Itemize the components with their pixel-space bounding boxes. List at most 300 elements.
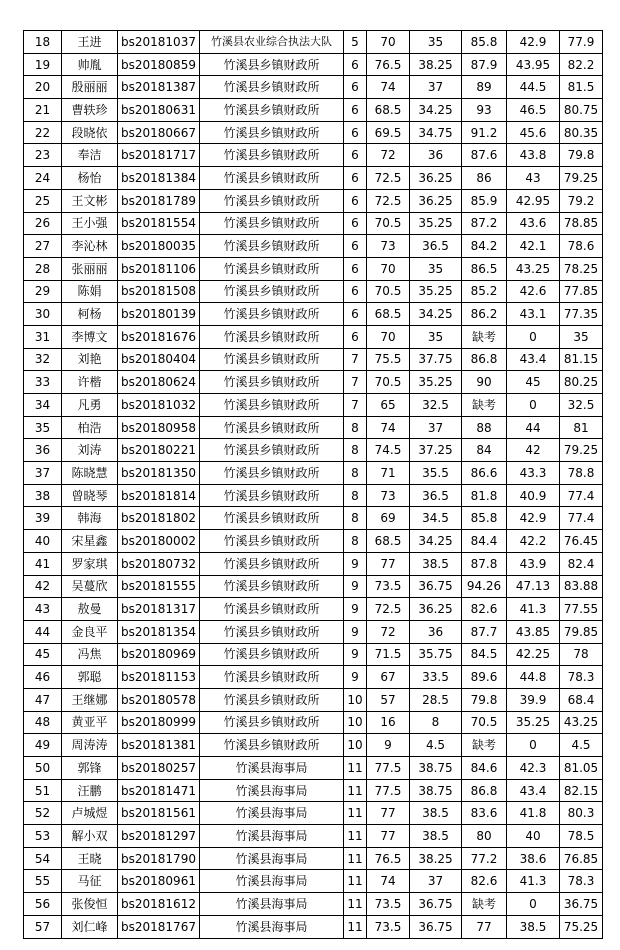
written-weighted-cell: 38.75 xyxy=(410,779,462,802)
interview-score-cell: 86.8 xyxy=(462,779,507,802)
candidate-name-cell: 奉洁 xyxy=(62,144,118,167)
exam-id-cell: bs20181555 xyxy=(118,575,200,598)
position-code-cell: 8 xyxy=(344,462,367,485)
candidate-name-cell: 敖曼 xyxy=(62,598,118,621)
unit-name-cell: 竹溪县乡镇财政所 xyxy=(200,348,344,371)
row-number-cell: 38 xyxy=(24,484,62,507)
written-score-cell: 9 xyxy=(367,734,410,757)
position-code-cell: 8 xyxy=(344,507,367,530)
total-score-cell: 79.25 xyxy=(560,167,603,190)
candidate-name-cell: 黄亚平 xyxy=(62,711,118,734)
score-table xyxy=(23,30,603,939)
candidate-name-cell: 郭聪 xyxy=(62,666,118,689)
exam-id-cell: bs20181153 xyxy=(118,666,200,689)
position-code-cell: 6 xyxy=(344,99,367,122)
unit-name-cell: 竹溪县海事局 xyxy=(200,779,344,802)
interview-weighted-cell: 40.9 xyxy=(507,484,560,507)
interview-score-cell: 85.8 xyxy=(462,31,507,54)
written-weighted-cell: 34.25 xyxy=(410,99,462,122)
written-weighted-cell: 36.75 xyxy=(410,893,462,916)
exam-id-cell: bs20181037 xyxy=(118,31,200,54)
table-row xyxy=(24,734,603,757)
unit-name-cell: 竹溪县乡镇财政所 xyxy=(200,144,344,167)
position-code-cell: 10 xyxy=(344,711,367,734)
exam-id-cell: bs20180961 xyxy=(118,870,200,893)
written-score-cell: 77.5 xyxy=(367,757,410,780)
exam-id-cell: bs20180859 xyxy=(118,53,200,76)
written-score-cell: 70 xyxy=(367,257,410,280)
written-score-cell: 72 xyxy=(367,144,410,167)
row-number-cell: 18 xyxy=(24,31,62,54)
exam-id-cell: bs20180221 xyxy=(118,439,200,462)
interview-weighted-cell: 42.2 xyxy=(507,530,560,553)
position-code-cell: 7 xyxy=(344,394,367,417)
candidate-name-cell: 卢城煜 xyxy=(62,802,118,825)
interview-score-cell: 86.5 xyxy=(462,257,507,280)
written-score-cell: 57 xyxy=(367,688,410,711)
row-number-cell: 36 xyxy=(24,439,62,462)
candidate-name-cell: 郭锋 xyxy=(62,757,118,780)
candidate-name-cell: 解小双 xyxy=(62,825,118,848)
row-number-cell: 42 xyxy=(24,575,62,598)
interview-score-cell: 85.2 xyxy=(462,280,507,303)
total-score-cell: 78.6 xyxy=(560,235,603,258)
unit-name-cell: 竹溪县乡镇财政所 xyxy=(200,371,344,394)
table-row xyxy=(24,688,603,711)
total-score-cell: 43.25 xyxy=(560,711,603,734)
interview-weighted-cell: 42.1 xyxy=(507,235,560,258)
position-code-cell: 11 xyxy=(344,870,367,893)
unit-name-cell: 竹溪县乡镇财政所 xyxy=(200,484,344,507)
total-score-cell: 81 xyxy=(560,416,603,439)
written-score-cell: 68.5 xyxy=(367,99,410,122)
interview-weighted-cell: 43.95 xyxy=(507,53,560,76)
exam-id-cell: bs20181767 xyxy=(118,915,200,938)
interview-score-cell: 86 xyxy=(462,167,507,190)
table-row xyxy=(24,484,603,507)
unit-name-cell: 竹溪县乡镇财政所 xyxy=(200,507,344,530)
unit-name-cell: 竹溪县乡镇财政所 xyxy=(200,416,344,439)
written-score-cell: 73.5 xyxy=(367,915,410,938)
position-code-cell: 9 xyxy=(344,598,367,621)
unit-name-cell: 竹溪县海事局 xyxy=(200,802,344,825)
exam-id-cell: bs20180257 xyxy=(118,757,200,780)
total-score-cell: 4.5 xyxy=(560,734,603,757)
written-score-cell: 71 xyxy=(367,462,410,485)
candidate-name-cell: 张丽丽 xyxy=(62,257,118,280)
position-code-cell: 6 xyxy=(344,212,367,235)
interview-score-cell: 86.8 xyxy=(462,348,507,371)
written-score-cell: 67 xyxy=(367,666,410,689)
unit-name-cell: 竹溪县乡镇财政所 xyxy=(200,620,344,643)
written-score-cell: 74 xyxy=(367,416,410,439)
candidate-name-cell: 帅胤 xyxy=(62,53,118,76)
interview-weighted-cell: 43.3 xyxy=(507,462,560,485)
interview-score-cell: 77 xyxy=(462,915,507,938)
position-code-cell: 11 xyxy=(344,757,367,780)
written-weighted-cell: 35 xyxy=(410,31,462,54)
interview-weighted-cell: 43.85 xyxy=(507,620,560,643)
unit-name-cell: 竹溪县乡镇财政所 xyxy=(200,552,344,575)
written-score-cell: 77 xyxy=(367,552,410,575)
row-number-cell: 22 xyxy=(24,121,62,144)
unit-name-cell: 竹溪县乡镇财政所 xyxy=(200,643,344,666)
candidate-name-cell: 曾晓琴 xyxy=(62,484,118,507)
table-row xyxy=(24,643,603,666)
written-weighted-cell: 35.25 xyxy=(410,280,462,303)
written-score-cell: 71.5 xyxy=(367,643,410,666)
unit-name-cell: 竹溪县乡镇财政所 xyxy=(200,53,344,76)
unit-name-cell: 竹溪县乡镇财政所 xyxy=(200,462,344,485)
interview-weighted-cell: 41.8 xyxy=(507,802,560,825)
candidate-name-cell: 马征 xyxy=(62,870,118,893)
exam-id-cell: bs20181676 xyxy=(118,325,200,348)
written-weighted-cell: 34.75 xyxy=(410,121,462,144)
exam-id-cell: bs20181350 xyxy=(118,462,200,485)
table-row xyxy=(24,620,603,643)
interview-weighted-cell: 43.4 xyxy=(507,348,560,371)
written-weighted-cell: 34.25 xyxy=(410,303,462,326)
candidate-name-cell: 陈娟 xyxy=(62,280,118,303)
table-row xyxy=(24,53,603,76)
total-score-cell: 81.5 xyxy=(560,76,603,99)
position-code-cell: 6 xyxy=(344,303,367,326)
interview-weighted-cell: 0 xyxy=(507,394,560,417)
interview-weighted-cell: 0 xyxy=(507,893,560,916)
row-number-cell: 31 xyxy=(24,325,62,348)
total-score-cell: 75.25 xyxy=(560,915,603,938)
interview-weighted-cell: 45.6 xyxy=(507,121,560,144)
written-score-cell: 76.5 xyxy=(367,53,410,76)
total-score-cell: 35 xyxy=(560,325,603,348)
exam-id-cell: bs20180969 xyxy=(118,643,200,666)
row-number-cell: 47 xyxy=(24,688,62,711)
interview-score-cell: 84.4 xyxy=(462,530,507,553)
candidate-name-cell: 王小强 xyxy=(62,212,118,235)
table-row xyxy=(24,893,603,916)
written-weighted-cell: 8 xyxy=(410,711,462,734)
exam-id-cell: bs20181384 xyxy=(118,167,200,190)
position-code-cell: 11 xyxy=(344,893,367,916)
table-row xyxy=(24,462,603,485)
position-code-cell: 5 xyxy=(344,31,367,54)
unit-name-cell: 竹溪县海事局 xyxy=(200,757,344,780)
candidate-name-cell: 张俊恒 xyxy=(62,893,118,916)
written-score-cell: 65 xyxy=(367,394,410,417)
row-number-cell: 39 xyxy=(24,507,62,530)
interview-weighted-cell: 41.3 xyxy=(507,870,560,893)
written-weighted-cell: 37 xyxy=(410,870,462,893)
table-row xyxy=(24,575,603,598)
written-weighted-cell: 35.25 xyxy=(410,212,462,235)
candidate-name-cell: 刘仁峰 xyxy=(62,915,118,938)
row-number-cell: 43 xyxy=(24,598,62,621)
total-score-cell: 79.25 xyxy=(560,439,603,462)
table-row xyxy=(24,144,603,167)
table-row xyxy=(24,121,603,144)
row-number-cell: 54 xyxy=(24,847,62,870)
candidate-name-cell: 宋星鑫 xyxy=(62,530,118,553)
total-score-cell: 32.5 xyxy=(560,394,603,417)
written-weighted-cell: 38.25 xyxy=(410,53,462,76)
row-number-cell: 46 xyxy=(24,666,62,689)
total-score-cell: 77.35 xyxy=(560,303,603,326)
written-score-cell: 70.5 xyxy=(367,371,410,394)
exam-id-cell: bs20181717 xyxy=(118,144,200,167)
exam-id-cell: bs20181387 xyxy=(118,76,200,99)
written-weighted-cell: 35.75 xyxy=(410,643,462,666)
unit-name-cell: 竹溪县乡镇财政所 xyxy=(200,439,344,462)
total-score-cell: 79.8 xyxy=(560,144,603,167)
total-score-cell: 79.85 xyxy=(560,620,603,643)
interview-score-cell: 77.2 xyxy=(462,847,507,870)
written-score-cell: 77.5 xyxy=(367,779,410,802)
interview-score-cell: 86.6 xyxy=(462,462,507,485)
interview-weighted-cell: 42.95 xyxy=(507,189,560,212)
unit-name-cell: 竹溪县乡镇财政所 xyxy=(200,76,344,99)
total-score-cell: 36.75 xyxy=(560,893,603,916)
unit-name-cell: 竹溪县乡镇财政所 xyxy=(200,235,344,258)
interview-weighted-cell: 38.5 xyxy=(507,915,560,938)
written-score-cell: 73 xyxy=(367,235,410,258)
row-number-cell: 49 xyxy=(24,734,62,757)
candidate-name-cell: 刘涛 xyxy=(62,439,118,462)
exam-id-cell: bs20180958 xyxy=(118,416,200,439)
written-weighted-cell: 37.75 xyxy=(410,348,462,371)
interview-score-cell: 86.2 xyxy=(462,303,507,326)
written-weighted-cell: 38.5 xyxy=(410,825,462,848)
table-row xyxy=(24,394,603,417)
written-score-cell: 68.5 xyxy=(367,530,410,553)
row-number-cell: 28 xyxy=(24,257,62,280)
exam-id-cell: bs20180667 xyxy=(118,121,200,144)
table-row xyxy=(24,348,603,371)
written-score-cell: 73.5 xyxy=(367,575,410,598)
total-score-cell: 80.75 xyxy=(560,99,603,122)
written-weighted-cell: 37 xyxy=(410,416,462,439)
written-weighted-cell: 38.25 xyxy=(410,847,462,870)
exam-id-cell: bs20181381 xyxy=(118,734,200,757)
written-score-cell: 74 xyxy=(367,870,410,893)
interview-score-cell: 82.6 xyxy=(462,870,507,893)
table-row xyxy=(24,31,603,54)
interview-score-cell: 81.8 xyxy=(462,484,507,507)
row-number-cell: 35 xyxy=(24,416,62,439)
total-score-cell: 76.45 xyxy=(560,530,603,553)
written-weighted-cell: 36.25 xyxy=(410,598,462,621)
position-code-cell: 8 xyxy=(344,530,367,553)
written-score-cell: 72.5 xyxy=(367,598,410,621)
unit-name-cell: 竹溪县乡镇财政所 xyxy=(200,99,344,122)
interview-weighted-cell: 42.6 xyxy=(507,280,560,303)
table-row xyxy=(24,325,603,348)
exam-id-cell: bs20180002 xyxy=(118,530,200,553)
unit-name-cell: 竹溪县乡镇财政所 xyxy=(200,121,344,144)
written-weighted-cell: 36.75 xyxy=(410,575,462,598)
table-row xyxy=(24,666,603,689)
candidate-name-cell: 柏浩 xyxy=(62,416,118,439)
exam-id-cell: bs20181032 xyxy=(118,394,200,417)
unit-name-cell: 竹溪县乡镇财政所 xyxy=(200,688,344,711)
interview-score-cell: 84.2 xyxy=(462,235,507,258)
table-row xyxy=(24,189,603,212)
exam-id-cell: bs20181790 xyxy=(118,847,200,870)
interview-weighted-cell: 43.9 xyxy=(507,552,560,575)
written-weighted-cell: 28.5 xyxy=(410,688,462,711)
exam-id-cell: bs20180624 xyxy=(118,371,200,394)
position-code-cell: 11 xyxy=(344,825,367,848)
exam-id-cell: bs20181471 xyxy=(118,779,200,802)
candidate-name-cell: 曹轶珍 xyxy=(62,99,118,122)
candidate-name-cell: 杨怡 xyxy=(62,167,118,190)
table-row xyxy=(24,757,603,780)
written-score-cell: 76.5 xyxy=(367,847,410,870)
interview-weighted-cell: 35.25 xyxy=(507,711,560,734)
row-number-cell: 45 xyxy=(24,643,62,666)
position-code-cell: 6 xyxy=(344,144,367,167)
row-number-cell: 57 xyxy=(24,915,62,938)
total-score-cell: 78.3 xyxy=(560,870,603,893)
unit-name-cell: 竹溪县乡镇财政所 xyxy=(200,325,344,348)
interview-score-cell: 88 xyxy=(462,416,507,439)
interview-weighted-cell: 43.1 xyxy=(507,303,560,326)
interview-score-cell: 87.2 xyxy=(462,212,507,235)
exam-id-cell: bs20181106 xyxy=(118,257,200,280)
interview-weighted-cell: 0 xyxy=(507,734,560,757)
written-weighted-cell: 35.5 xyxy=(410,462,462,485)
interview-score-cell: 79.8 xyxy=(462,688,507,711)
total-score-cell: 78.25 xyxy=(560,257,603,280)
position-code-cell: 11 xyxy=(344,847,367,870)
written-score-cell: 70.5 xyxy=(367,212,410,235)
exam-id-cell: bs20181317 xyxy=(118,598,200,621)
table-row xyxy=(24,552,603,575)
position-code-cell: 7 xyxy=(344,348,367,371)
position-code-cell: 11 xyxy=(344,779,367,802)
interview-weighted-cell: 40 xyxy=(507,825,560,848)
unit-name-cell: 竹溪县乡镇财政所 xyxy=(200,280,344,303)
exam-id-cell: bs20181554 xyxy=(118,212,200,235)
exam-id-cell: bs20180732 xyxy=(118,552,200,575)
table-row xyxy=(24,711,603,734)
unit-name-cell: 竹溪县乡镇财政所 xyxy=(200,575,344,598)
written-score-cell: 69 xyxy=(367,507,410,530)
table-row xyxy=(24,825,603,848)
position-code-cell: 6 xyxy=(344,53,367,76)
interview-score-cell: 84 xyxy=(462,439,507,462)
written-score-cell: 68.5 xyxy=(367,303,410,326)
table-row xyxy=(24,847,603,870)
position-code-cell: 6 xyxy=(344,167,367,190)
written-score-cell: 73 xyxy=(367,484,410,507)
position-code-cell: 6 xyxy=(344,280,367,303)
unit-name-cell: 竹溪县乡镇财政所 xyxy=(200,167,344,190)
position-code-cell: 8 xyxy=(344,416,367,439)
written-weighted-cell: 4.5 xyxy=(410,734,462,757)
table-row xyxy=(24,235,603,258)
total-score-cell: 77.9 xyxy=(560,31,603,54)
written-score-cell: 72.5 xyxy=(367,189,410,212)
written-weighted-cell: 34.25 xyxy=(410,530,462,553)
position-code-cell: 8 xyxy=(344,439,367,462)
written-weighted-cell: 36.25 xyxy=(410,189,462,212)
written-score-cell: 77 xyxy=(367,802,410,825)
total-score-cell: 83.88 xyxy=(560,575,603,598)
interview-score-cell: 缺考 xyxy=(462,734,507,757)
row-number-cell: 25 xyxy=(24,189,62,212)
position-code-cell: 11 xyxy=(344,915,367,938)
table-row xyxy=(24,439,603,462)
total-score-cell: 80.25 xyxy=(560,371,603,394)
interview-weighted-cell: 42.25 xyxy=(507,643,560,666)
row-number-cell: 41 xyxy=(24,552,62,575)
row-number-cell: 37 xyxy=(24,462,62,485)
unit-name-cell: 竹溪县乡镇财政所 xyxy=(200,734,344,757)
written-score-cell: 74 xyxy=(367,76,410,99)
interview-weighted-cell: 43.25 xyxy=(507,257,560,280)
written-weighted-cell: 36.25 xyxy=(410,167,462,190)
unit-name-cell: 竹溪县乡镇财政所 xyxy=(200,598,344,621)
row-number-cell: 23 xyxy=(24,144,62,167)
written-score-cell: 77 xyxy=(367,825,410,848)
position-code-cell: 6 xyxy=(344,189,367,212)
written-weighted-cell: 36 xyxy=(410,144,462,167)
row-number-cell: 19 xyxy=(24,53,62,76)
position-code-cell: 6 xyxy=(344,235,367,258)
exam-id-cell: bs20181802 xyxy=(118,507,200,530)
row-number-cell: 51 xyxy=(24,779,62,802)
interview-weighted-cell: 0 xyxy=(507,325,560,348)
interview-weighted-cell: 42.9 xyxy=(507,31,560,54)
unit-name-cell: 竹溪县乡镇财政所 xyxy=(200,530,344,553)
position-code-cell: 7 xyxy=(344,371,367,394)
exam-id-cell: bs20181508 xyxy=(118,280,200,303)
position-code-cell: 9 xyxy=(344,666,367,689)
unit-name-cell: 竹溪县海事局 xyxy=(200,870,344,893)
candidate-name-cell: 殷丽丽 xyxy=(62,76,118,99)
row-number-cell: 20 xyxy=(24,76,62,99)
candidate-name-cell: 许楷 xyxy=(62,371,118,394)
candidate-name-cell: 汪鹏 xyxy=(62,779,118,802)
written-score-cell: 75.5 xyxy=(367,348,410,371)
exam-id-cell: bs20181814 xyxy=(118,484,200,507)
interview-weighted-cell: 47.13 xyxy=(507,575,560,598)
interview-score-cell: 94.26 xyxy=(462,575,507,598)
total-score-cell: 77.4 xyxy=(560,484,603,507)
row-number-cell: 32 xyxy=(24,348,62,371)
written-weighted-cell: 38.5 xyxy=(410,552,462,575)
exam-id-cell: bs20180631 xyxy=(118,99,200,122)
table-row xyxy=(24,99,603,122)
interview-score-cell: 84.5 xyxy=(462,643,507,666)
table-row xyxy=(24,870,603,893)
written-score-cell: 72 xyxy=(367,620,410,643)
written-weighted-cell: 36.5 xyxy=(410,484,462,507)
exam-id-cell: bs20180139 xyxy=(118,303,200,326)
interview-score-cell: 89.6 xyxy=(462,666,507,689)
total-score-cell: 78.3 xyxy=(560,666,603,689)
table-row xyxy=(24,802,603,825)
unit-name-cell: 竹溪县海事局 xyxy=(200,915,344,938)
candidate-name-cell: 王文彬 xyxy=(62,189,118,212)
total-score-cell: 81.15 xyxy=(560,348,603,371)
position-code-cell: 6 xyxy=(344,76,367,99)
unit-name-cell: 竹溪县乡镇财政所 xyxy=(200,394,344,417)
interview-weighted-cell: 44.5 xyxy=(507,76,560,99)
written-score-cell: 70 xyxy=(367,325,410,348)
row-number-cell: 55 xyxy=(24,870,62,893)
written-weighted-cell: 37 xyxy=(410,76,462,99)
